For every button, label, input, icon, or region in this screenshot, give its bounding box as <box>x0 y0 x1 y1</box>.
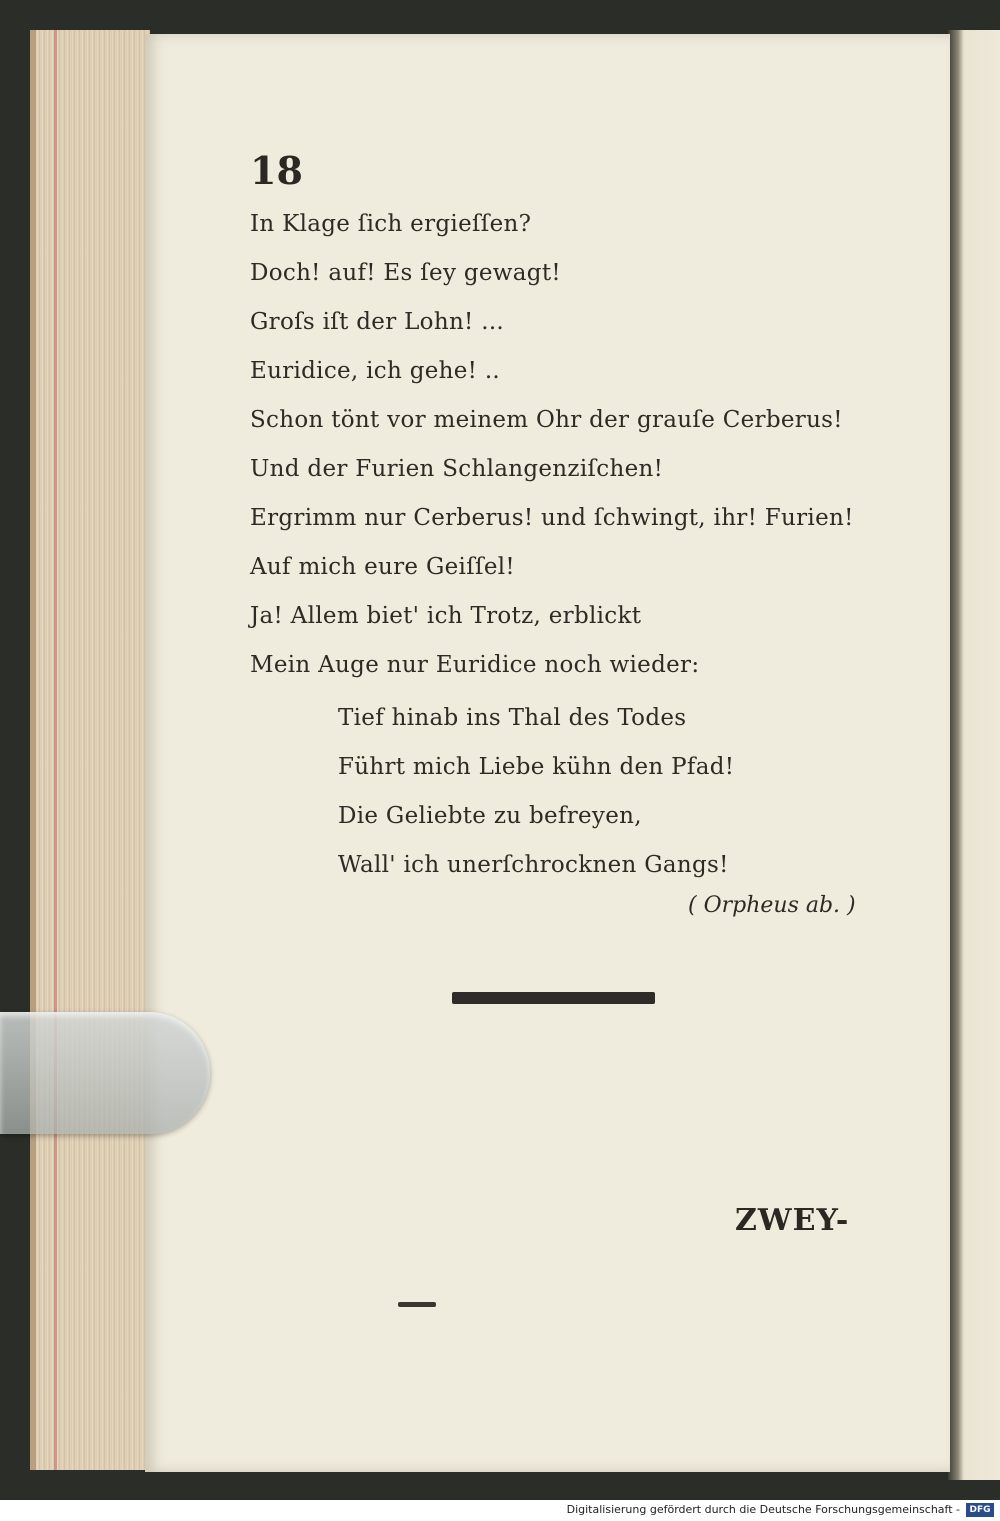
text-line: Ergrimm nur Cerberus! und ſchwingt, ihr! Furien! <box>250 505 854 531</box>
text-line: Euridice, ich gehe! .. <box>250 358 501 384</box>
page-number: 18 <box>250 148 303 193</box>
text-line: Mein Auge nur Euridice noch wieder: <box>250 652 700 678</box>
text-line: Ja! Allem biet' ich Trotz, erblickt <box>250 603 642 629</box>
text-line: Auf mich eure Geiſſel! <box>250 554 515 580</box>
verse-line: Führt mich Liebe kühn den Pfad! <box>338 754 735 780</box>
text-line: Schon tönt vor meinem Ohr der grauſe Cerberus! <box>250 407 843 433</box>
verse-line: Tief hinab ins Thal des Todes <box>338 705 687 731</box>
text-line: In Klage ſich ergieſſen? <box>250 211 532 237</box>
verse-line: Die Geliebte zu befreyen, <box>338 803 642 829</box>
verse-block <box>338 694 734 890</box>
signature-mark <box>398 1302 436 1307</box>
text-line: Groſs iſt der Lohn! ... <box>250 309 505 335</box>
next-page-edge <box>948 30 1000 1480</box>
footer-bar <box>0 1500 1000 1521</box>
catchword: ZWEY- <box>735 1203 850 1238</box>
section-divider <box>452 992 655 1004</box>
verse-line: Wall' ich unerſchrocknen Gangs! <box>338 852 729 878</box>
text-line: Doch! auf! Es ſey gewagt! <box>250 260 561 286</box>
dfg-logo-icon: DFG <box>966 1503 994 1517</box>
page-holder-clip <box>0 1012 210 1134</box>
text-line: Und der Furien Schlangenziſchen! <box>250 456 664 482</box>
funding-credit: Digitalisierung gefördert durch die Deutsche Forschungsgemeinschaft - <box>566 1503 960 1516</box>
book-page-edges <box>30 30 150 1470</box>
stage-direction: ( Orpheus ab. ) <box>688 893 856 918</box>
prose-lines <box>250 200 854 690</box>
